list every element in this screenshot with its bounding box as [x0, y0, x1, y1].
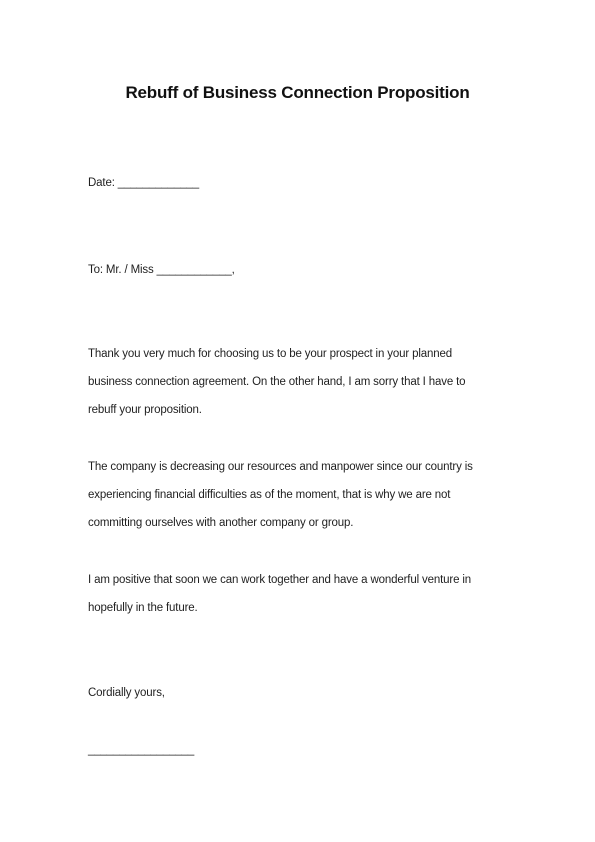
recipient-line: To: Mr. / Miss ____________, [88, 264, 235, 276]
paragraph-2-line-1: The company is decreasing our resources and manpower since our country is [88, 461, 473, 473]
paragraph-3-line-2: hopefully in the future. [88, 602, 198, 614]
signature-line: _________________ [88, 744, 195, 756]
paragraph-1-line-2: business connection agreement. On the other hand, I am sorry that I have to [88, 376, 466, 388]
paragraph-3-line-1: I am positive that soon we can work together and have a wonderful venture in [88, 574, 472, 586]
paragraph-2-line-2: experiencing financial difficulties as of the moment, that is why we are not [88, 489, 451, 501]
paragraph-1-line-1: Thank you very much for choosing us to be your prospect in your planned [88, 348, 452, 360]
date-line: Date: _____________ [88, 177, 199, 189]
closing-line: Cordially yours, [88, 687, 165, 699]
letter-title: Rebuff of Business Connection Proposition [125, 83, 470, 102]
paragraph-2-line-3: committing ourselves with another company or group. [88, 517, 354, 529]
paragraph-1-line-3: rebuff your proposition. [88, 404, 202, 416]
